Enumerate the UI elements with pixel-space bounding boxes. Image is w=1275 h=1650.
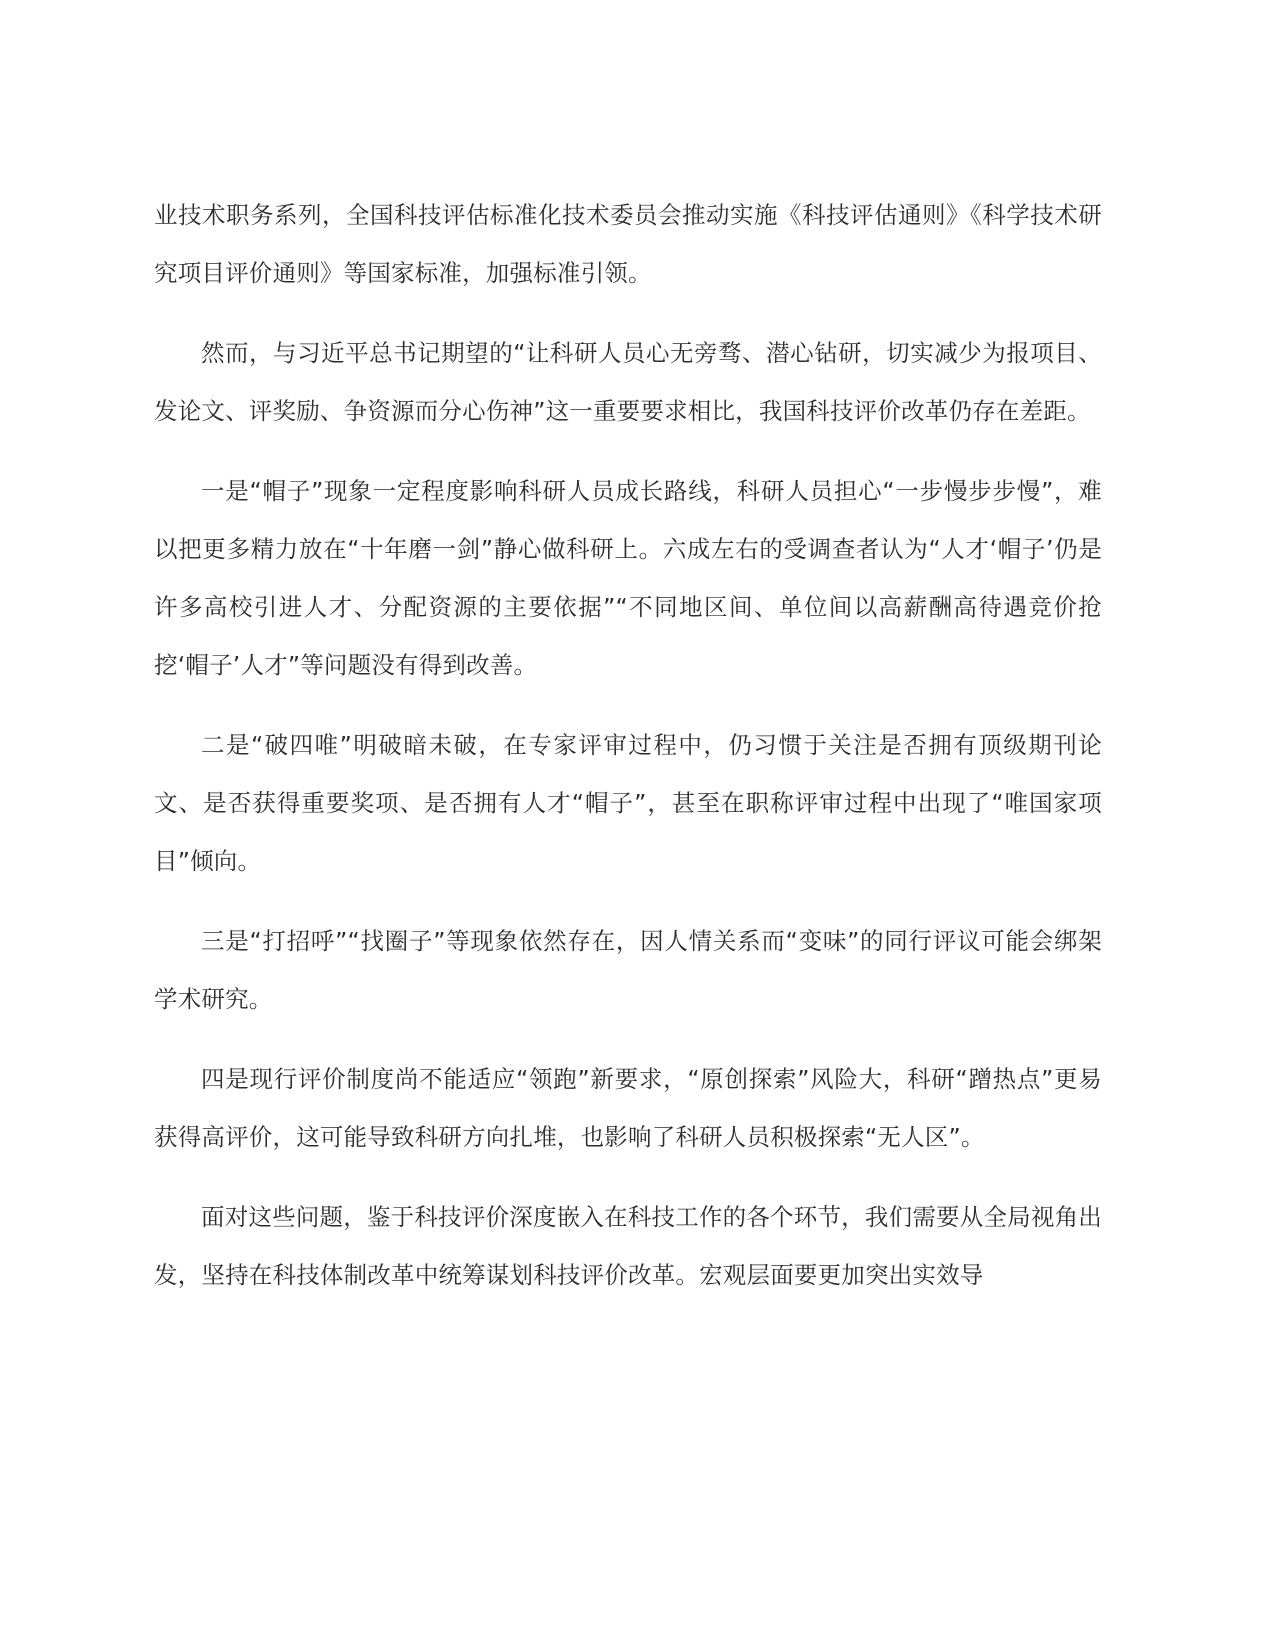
paragraph-gap: 然而，与习近平总书记期望的“让科研人员心无旁骛、潜心钻研，切实减少为报项目、发论文、评奖励、争资源而分心伤神”这一重要要求相比，我国科技评价改革仍存在差距。 xyxy=(154,339,1102,425)
paragraph-response: 面对这些问题，鉴于科技评价深度嵌入在科技工作的各个环节，我们需要从全局视角出发，坚持在科技体制改革中统筹谋划科技评价改革。宏观层面要更加突出实效导 xyxy=(154,1203,1102,1289)
paragraph-point-two: 二是“破四唯”明破暗未破，在专家评审过程中，仍习惯于关注是否拥有顶级期刊论文、是否获得重要奖项、是否拥有人才“帽子”，甚至在职称评审过程中出现了“唯国家项目”倾向。 xyxy=(154,731,1102,875)
document-body xyxy=(154,186,1102,1326)
paragraph-point-one: 一是“帽子”现象一定程度影响科研人员成长路线，科研人员担心“一步慢步步慢”，难以把更多精力放在“十年磨一剑”静心做科研上。六成左右的受调查者认为“人才‘帽子’仍是许多高校引进人才、分配资源的主要依据”“不同地区间、单位间以高薪酬高待遇竞价抢挖‘帽子’人才”等问题没有得到改善。 xyxy=(154,477,1102,679)
paragraph-point-three: 三是“打招呼”“找圈子”等现象依然存在，因人情关系而“变味”的同行评议可能会绑架学术研究。 xyxy=(154,927,1102,1013)
paragraph-continued: 业技术职务系列，全国科技评估标准化技术委员会推动实施《科技评估通则》《科学技术研究项目评价通则》等国家标准，加强标准引领。 xyxy=(154,201,1102,287)
paragraph-point-four: 四是现行评价制度尚不能适应“领跑”新要求，“原创探索”风险大，科研“蹭热点”更易获得高评价，这可能导致科研方向扎堆，也影响了科研人员积极探索“无人区”。 xyxy=(154,1065,1102,1151)
